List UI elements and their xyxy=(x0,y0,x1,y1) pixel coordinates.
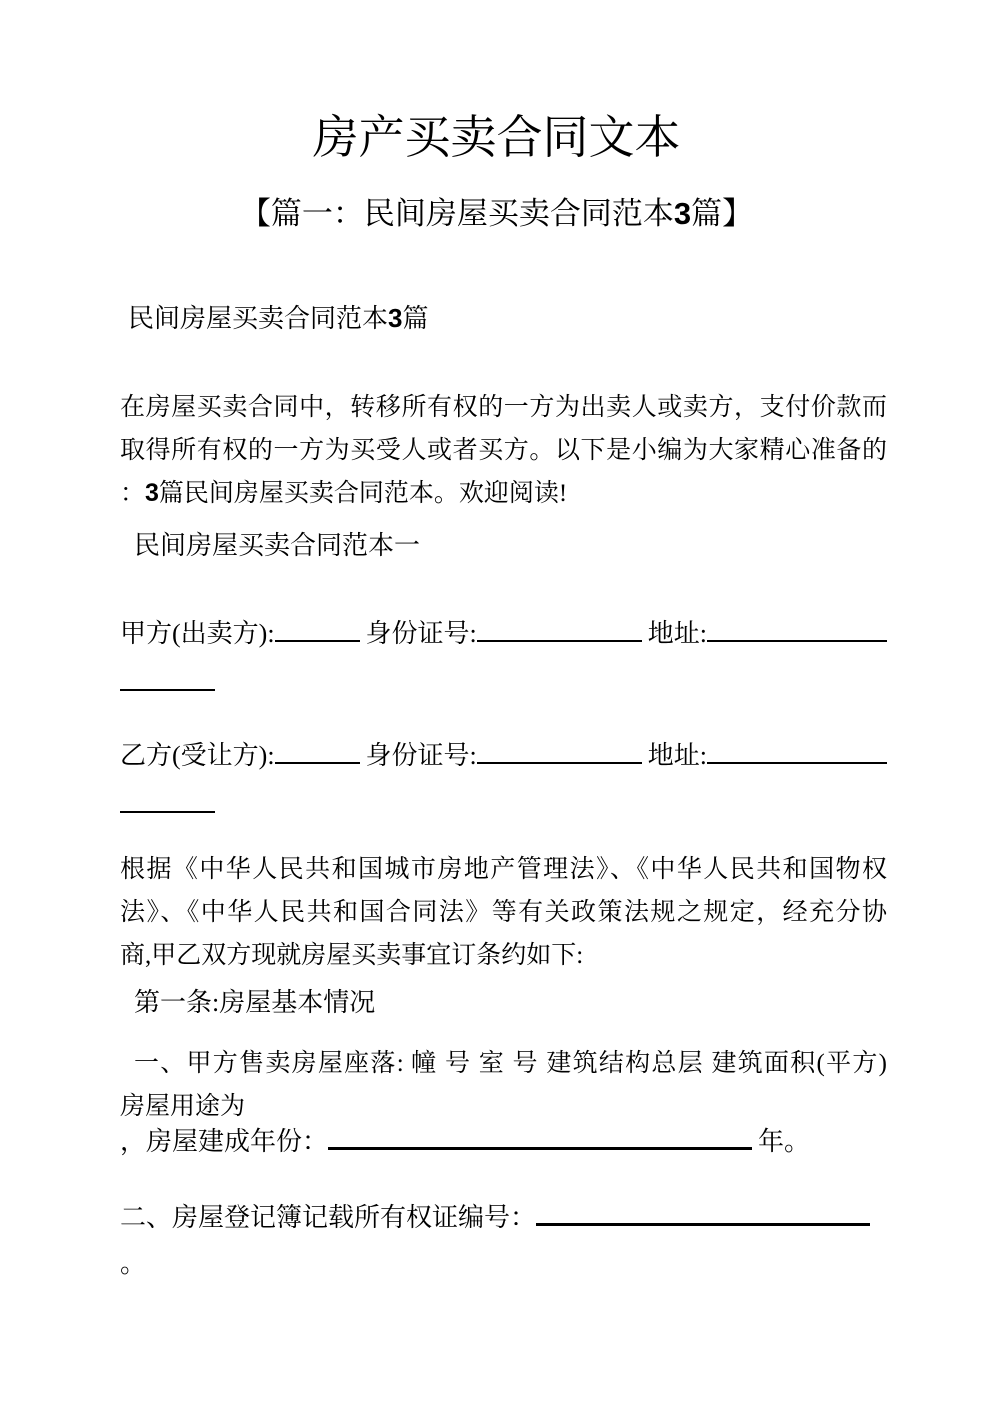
article-1-heading: 第一条:房屋基本情况 xyxy=(134,988,376,1017)
party-a-addr-field xyxy=(707,612,887,642)
party-b-id-label: 身份证号: xyxy=(365,741,477,770)
party-b-addr-field-continuation xyxy=(120,777,215,813)
intro-line-3-text: 篇民间房屋买卖合同范本。欢迎阅读! xyxy=(158,480,568,507)
clause-1-line-1: 一、甲方售卖房屋座落: 幢 号 室 号 建筑结构总层 建筑面积(平方) xyxy=(134,1050,887,1077)
intro-paragraph xyxy=(120,386,887,515)
clause-1-paragraph xyxy=(120,1042,887,1128)
build-year-label: ，房屋建成年份： xyxy=(120,1127,329,1156)
list-heading-number: 3 xyxy=(388,303,403,333)
party-b-addr-field xyxy=(707,734,887,764)
party-a-addr-field-wrap xyxy=(120,655,215,698)
clause-2-row xyxy=(120,1196,870,1239)
party-a-row xyxy=(120,612,887,655)
build-year-row xyxy=(120,1120,810,1163)
cert-number-field xyxy=(536,1196,870,1226)
party-a-addr-field-continuation xyxy=(120,655,215,691)
subtitle-text-end: 篇】 xyxy=(691,196,754,231)
document-title: 房产买卖合同文本 xyxy=(312,112,681,163)
list-heading xyxy=(128,300,429,337)
clause-1-line-2: 房屋用途为 xyxy=(120,1093,246,1120)
basis-line-3: 商,甲乙双方现就房屋买卖事宜订条约如下: xyxy=(120,942,584,969)
build-year-field xyxy=(328,1120,752,1150)
party-b-addr-label: 地址: xyxy=(647,741,708,770)
subtitle-text: 【篇一：民间房屋买卖合同范本 xyxy=(239,196,674,231)
party-b-id-field xyxy=(477,734,642,764)
intro-line-3-number: 3 xyxy=(145,479,159,507)
party-b-name-field xyxy=(275,734,360,764)
basis-line-2: 法》、《中华人民共和国合同法》等有关政策法规之规定，经充分协 xyxy=(120,899,887,926)
party-a-addr-label: 地址: xyxy=(647,619,708,648)
party-a-name-label: 甲方(出卖方): xyxy=(120,619,275,648)
party-b-name-label: 乙方(受让方): xyxy=(120,741,275,770)
sample-one-heading: 民间房屋买卖合同范本一 xyxy=(134,531,421,560)
party-a-name-field xyxy=(275,612,360,642)
list-heading-text: 民间房屋买卖合同范本 xyxy=(128,304,389,333)
basis-line-1: 根据《中华人民共和国城市房地产管理法》、《中华人民共和国物权 xyxy=(120,856,887,883)
party-a-id-label: 身份证号: xyxy=(365,619,477,648)
legal-basis-paragraph xyxy=(120,848,887,977)
clause-2-period: 。 xyxy=(120,1249,147,1278)
list-heading-text-end: 篇 xyxy=(402,304,429,333)
party-b-addr-field-wrap xyxy=(120,777,215,820)
cert-number-label: 二、房屋登记簿记载所有权证编号： xyxy=(120,1203,537,1232)
document-subtitle xyxy=(0,192,993,236)
build-year-suffix: 年。 xyxy=(757,1127,810,1156)
party-b-row xyxy=(120,734,887,777)
intro-line-3 xyxy=(120,472,887,515)
intro-line-3-colon: ： xyxy=(120,480,146,507)
subtitle-number: 3 xyxy=(673,196,692,231)
intro-line-1: 在房屋买卖合同中，转移所有权的一方为出卖人或卖方，支付价款而 xyxy=(120,394,887,421)
intro-line-2: 取得所有权的一方为买受人或者买方。以下是小编为大家精心准备的 xyxy=(120,437,887,464)
party-a-id-field xyxy=(477,612,642,642)
